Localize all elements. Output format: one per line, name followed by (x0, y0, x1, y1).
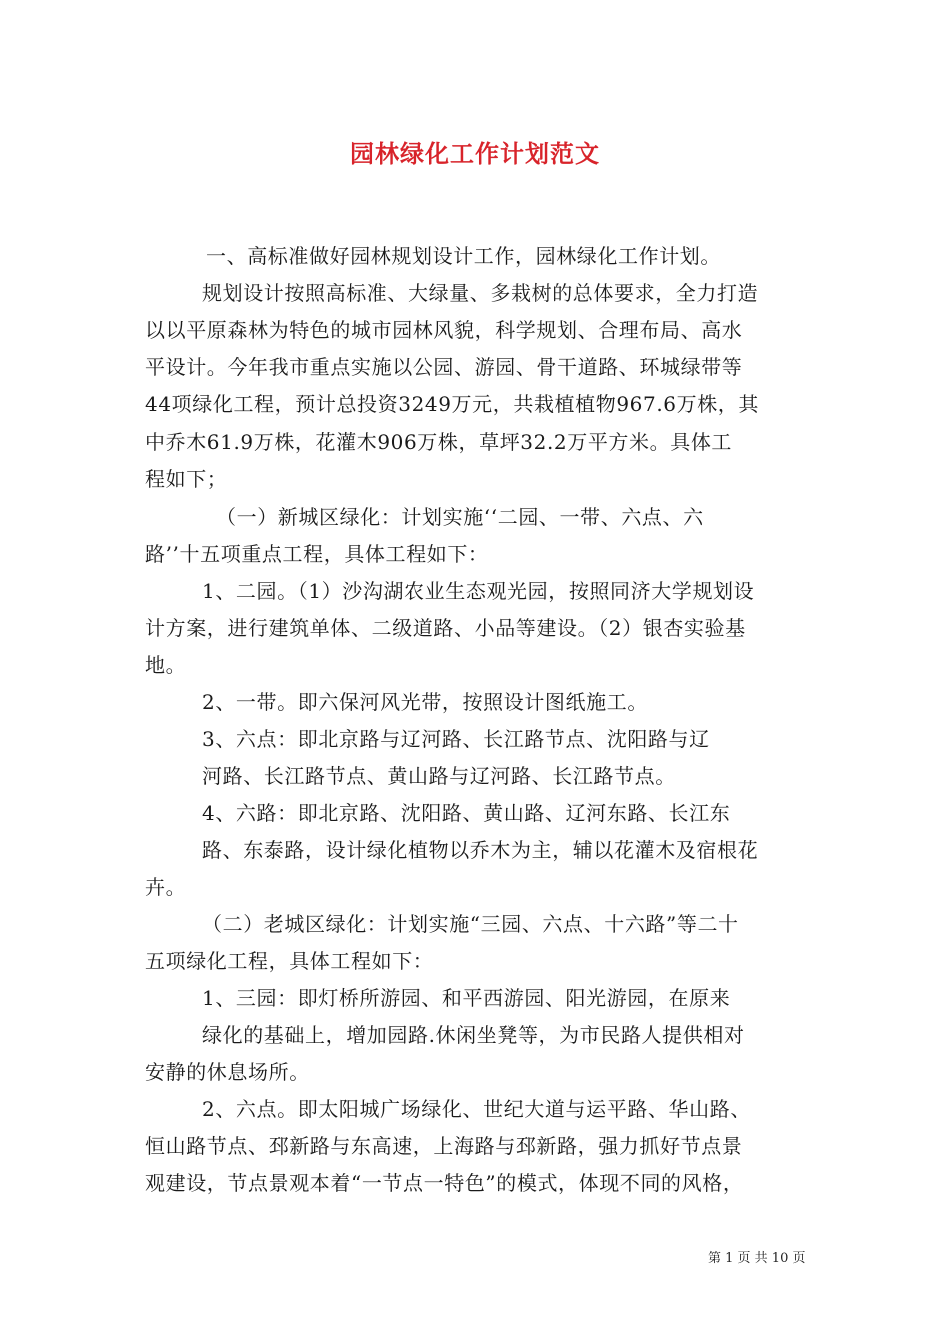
page-number: 第 1 页 共 10 页 (708, 1251, 806, 1266)
text-line: 4、六路：即北京路、沈阳路、黄山路、辽河东路、长江东 (202, 801, 731, 825)
text-line: 1、三园：即灯桥所游园、和平西游园、阳光游园，在原来 (202, 986, 731, 1010)
text-line: 一、高标准做好园林规划设计工作，园林绿化工作计划。 (206, 244, 721, 268)
text-line: 规划设计按照高标准、大绿量、多栽树的总体要求，全力打造 (202, 281, 759, 305)
text-line: 路、东泰路，设计绿化植物以乔木为主，辅以花灌木及宿根花 (202, 838, 759, 862)
text-line: 以以平原森林为特色的城市园林风貌，科学规划、合理布局、高水 (145, 318, 743, 342)
text-line: 1、二园。（1）沙沟湖农业生态观光园，按照同济大学规划设 (202, 579, 755, 603)
text-line: 2、六点。即太阳城广场绿化、世纪大道与运平路、华山路、 (202, 1097, 751, 1121)
text-line: 程如下； (145, 467, 228, 491)
document-title: 园林绿化工作计划范文 (350, 139, 600, 168)
text-line: 路’’十五项重点工程，具体工程如下： (145, 542, 489, 566)
text-line: 恒山路节点、邳新路与东高速，上海路与邳新路，强力抓好节点景 (145, 1134, 743, 1158)
text-line: 计方案，进行建筑单体、二级道路、小品等建设。（2）银杏实验基 (145, 616, 746, 640)
text-line: 3、六点：即北京路与辽河路、长江路节点、沈阳路与辽 (202, 727, 710, 751)
text-line: 绿化的基础上，增加园路.休闲坐凳等，为市民路人提供相对 (202, 1023, 745, 1047)
text-line: 河路、长江路节点、黄山路与辽河路、长江路节点。 (202, 764, 676, 788)
text-line: 中乔木61.9万株，花灌木906万株，草坪32.2万平方米。具体工 (145, 430, 733, 454)
text-line: （一）新城区绿化：计划实施‘‘二园、一带、六点、六 (216, 505, 704, 529)
text-line: 卉。 (145, 875, 187, 899)
text-line: 地。 (145, 653, 187, 677)
text-line: 安静的休息场所。 (145, 1060, 310, 1084)
text-line: 观建设，节点景观本着“一节点一特色”的模式，体现不同的风格， (145, 1171, 744, 1195)
text-line: （二）老城区绿化：计划实施“三园、六点、十六路”等二十 (202, 912, 739, 936)
text-line: 2、一带。即六保河风光带，按照设计图纸施工。 (202, 690, 648, 714)
text-line: 平设计。今年我市重点实施以公园、游园、骨干道路、环城绿带等 (145, 355, 743, 379)
text-line: 44项绿化工程，预计总投资3249万元，共栽植植物967.6万株，其 (145, 392, 760, 416)
text-line: 五项绿化工程，具体工程如下： (145, 949, 434, 973)
